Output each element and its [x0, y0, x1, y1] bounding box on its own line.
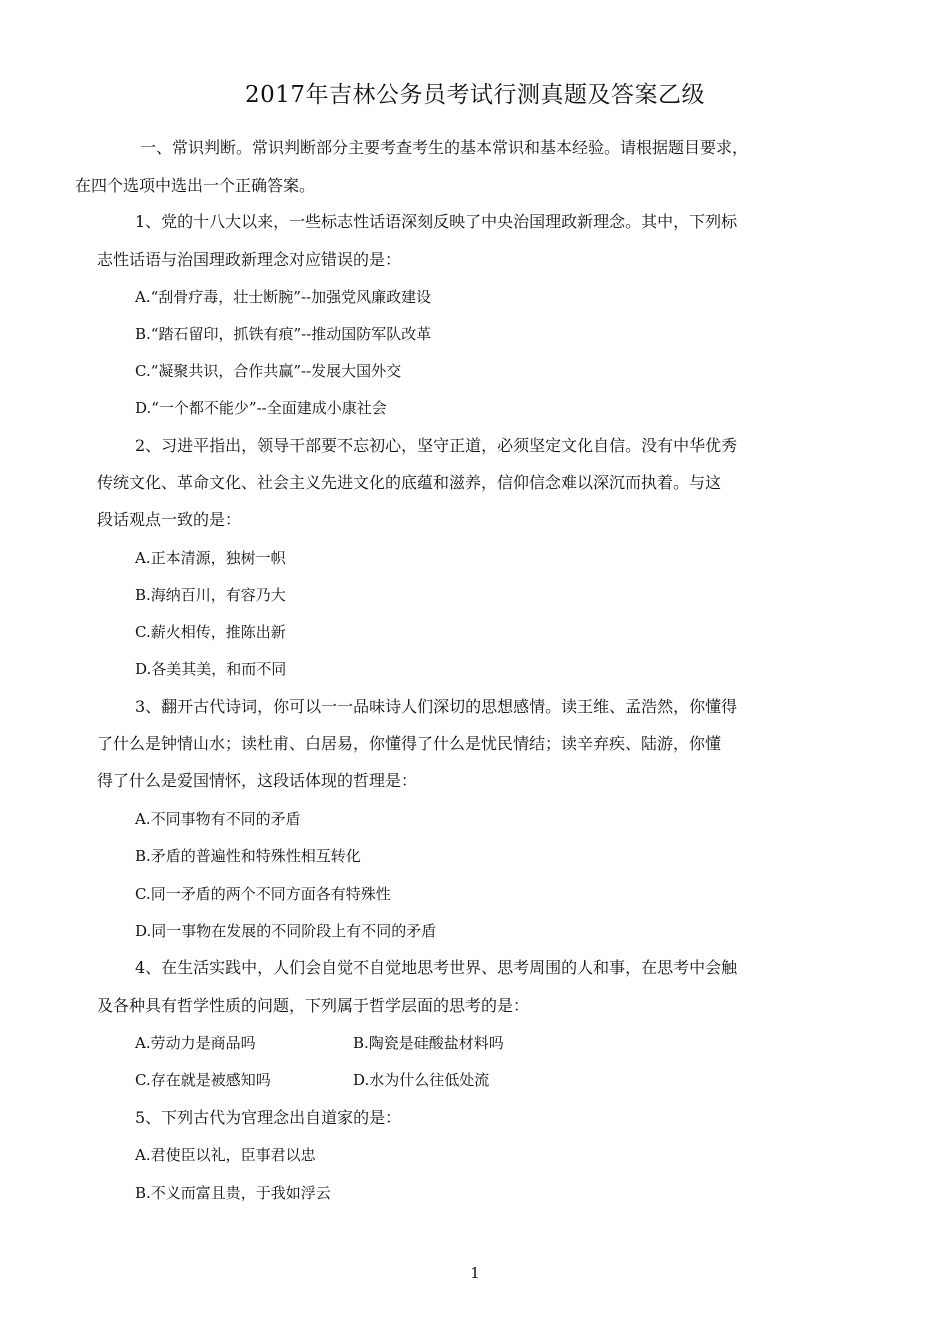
- question-4-option-a: A.劳动力是商品吗: [135, 1034, 256, 1052]
- question-3-option-d: D.同一事物在发展的不同阶段上有不同的矛盾: [135, 922, 437, 940]
- question-1-option-b: B.“踏石留印，抓铁有痕”--推动国防军队改革: [135, 325, 432, 343]
- question-1-option-d: D.“一个都不能少”--全面建成小康社会: [135, 399, 387, 417]
- section-intro-line-1: 一、常识判断。常识判断部分主要考查考生的基本常识和基本经验。请根据题目要求，: [140, 138, 749, 157]
- question-2-stem-line-3: 段话观点一致的是：: [97, 510, 242, 529]
- document-title: 2017年吉林公务员考试行测真题及答案乙级: [244, 82, 706, 108]
- question-4-option-d: D.水为什么往低处流: [353, 1071, 490, 1089]
- question-1-option-a: A.“刮骨疗毒，壮士断腕”--加强党风廉政建设: [135, 288, 432, 306]
- page-number: 1: [470, 1264, 480, 1282]
- question-4-stem-line-1: 4、在生活实践中，人们会自觉不自觉地思考世界、思考周围的人和事，在思考中会触: [135, 958, 738, 977]
- question-1-stem-line-1: 1、党的十八大以来，一些标志性话语深刻反映了中央治国理政新理念。其中，下列标: [135, 212, 738, 231]
- question-3-stem-line-1: 3、翻开古代诗词，你可以一一品味诗人们深切的思想感情。读王维、孟浩然，你懂得: [135, 697, 738, 716]
- question-5-stem-line-1: 5、下列古代为官理念出自道家的是：: [135, 1108, 402, 1127]
- question-3-stem-line-2: 了什么是钟情山水；读杜甫、白居易，你懂得了什么是忧民情结；读辛弃疾、陆游，你懂: [97, 734, 722, 753]
- question-4-option-c: C.存在就是被感知吗: [135, 1071, 271, 1089]
- question-4-option-b: B.陶瓷是硅酸盐材料吗: [353, 1034, 504, 1052]
- question-1-option-c: C.“凝聚共识，合作共赢”--发展大国外交: [135, 362, 402, 380]
- question-2-option-b: B.海纳百川，有容乃大: [135, 586, 286, 604]
- question-5-option-a: A.君使臣以礼，臣事君以忠: [135, 1146, 316, 1164]
- question-3-option-c: C.同一矛盾的两个不同方面各有特殊性: [135, 885, 391, 903]
- question-3-option-a: A.不同事物有不同的矛盾: [135, 810, 301, 828]
- question-5-option-b: B.不义而富且贵，于我如浮云: [135, 1184, 331, 1202]
- question-2-stem-line-2: 传统文化、革命文化、社会主义先进文化的底蕴和滋养，信仰信念难以深沉而执着。与这: [97, 473, 722, 492]
- question-2-option-a: A.正本清源，独树一帜: [135, 549, 286, 567]
- section-intro-line-2: 在四个选项中选出一个正确答案。: [75, 176, 316, 195]
- question-4-stem-line-2: 及各种具有哲学性质的问题，下列属于哲学层面的思考的是：: [97, 996, 530, 1015]
- question-2-option-d: D.各美其美，和而不同: [135, 660, 287, 678]
- question-3-stem-line-3: 得了什么是爱国情怀，这段话体现的哲理是：: [97, 771, 418, 790]
- question-1-stem-line-2: 志性话语与治国理政新理念对应错误的是：: [97, 250, 402, 269]
- question-2-option-c: C.薪火相传，推陈出新: [135, 623, 286, 641]
- question-2-stem-line-1: 2、习进平指出，领导干部要不忘初心，坚守正道，必须坚定文化自信。没有中华优秀: [135, 436, 738, 455]
- question-3-option-b: B.矛盾的普遍性和特殊性相互转化: [135, 847, 361, 865]
